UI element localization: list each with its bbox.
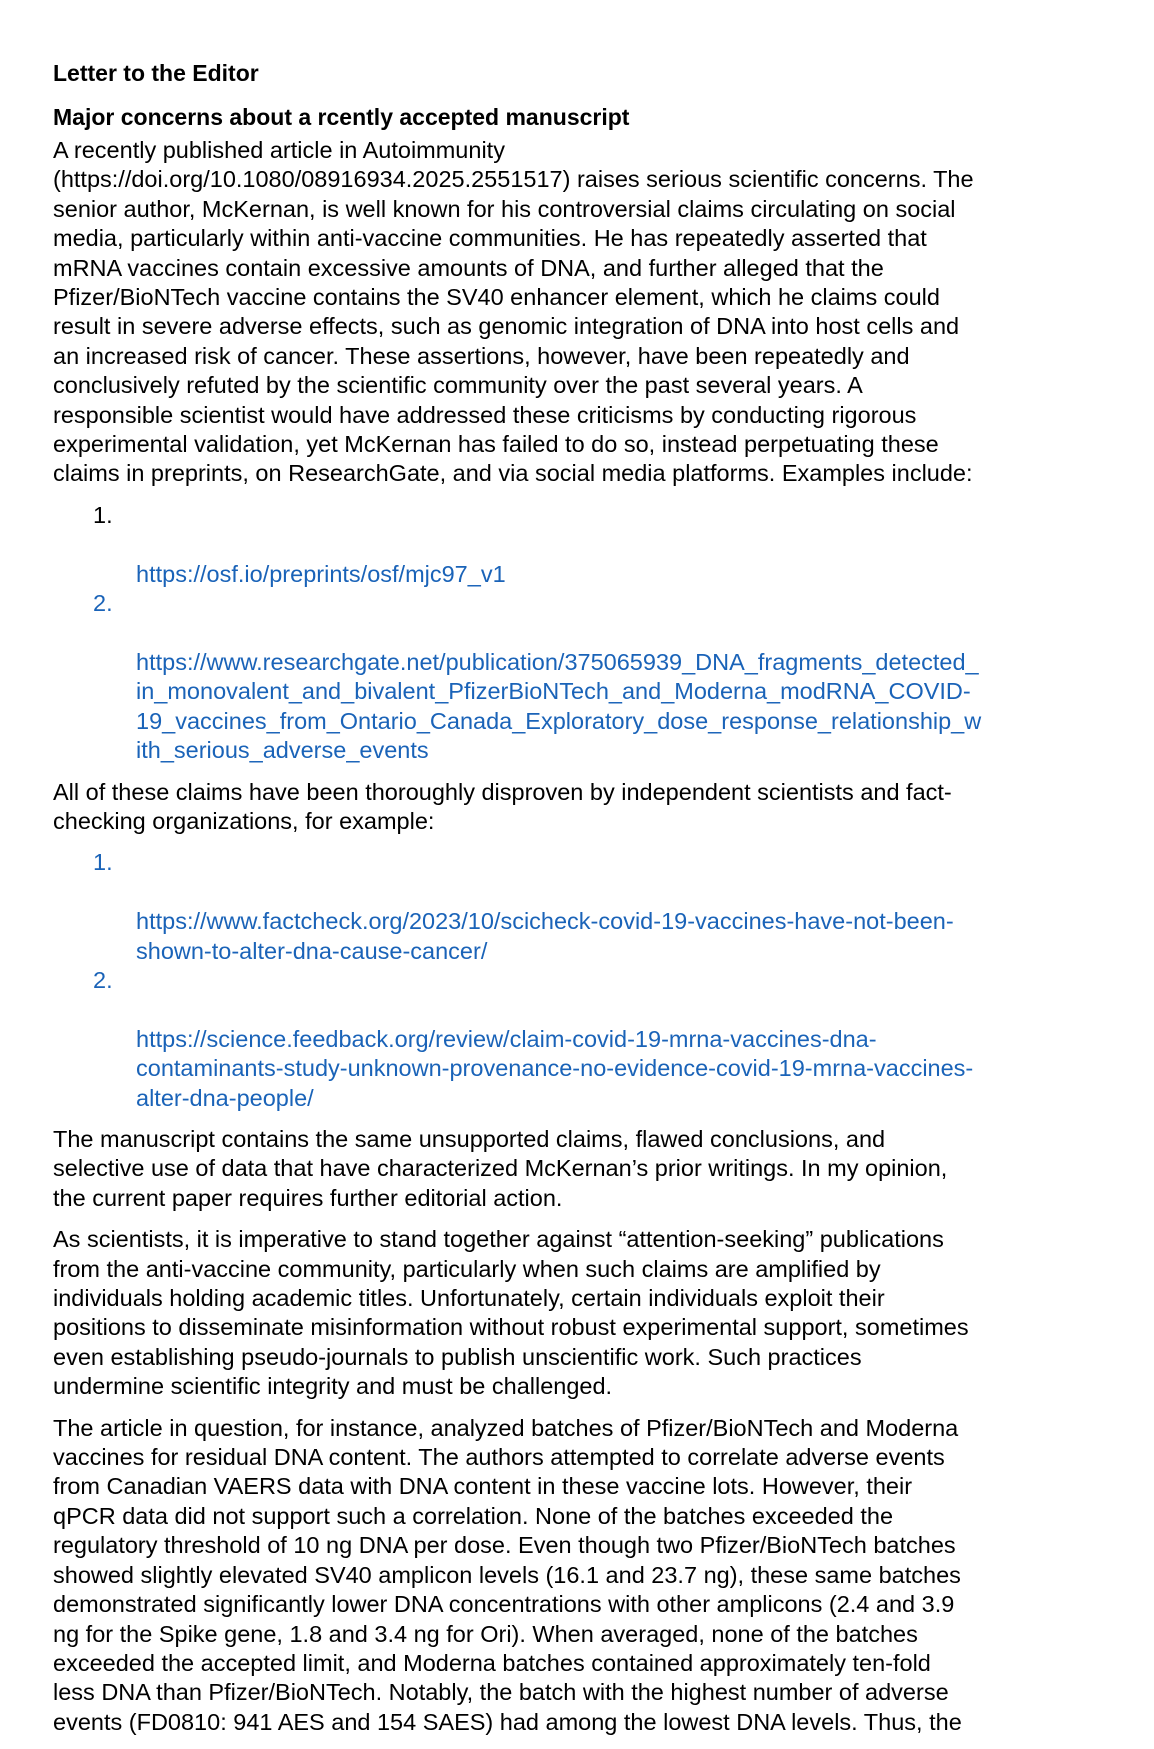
list-item [53, 848, 1103, 966]
list-item [53, 589, 1103, 765]
letter-heading: Letter to the Editor [53, 60, 259, 86]
paragraph-manuscript: The manuscript contains the same unsupported claims, flawed conclusions, and selective use of data that have characterized McKernan’s prior writings. In my opinion, the current paper requires further editorial action. [53, 1126, 948, 1211]
examples-list [53, 501, 1103, 766]
letter-page [53, 58, 1103, 1749]
paragraph-scientists: As scientists, it is imperative to stand together against “attention-seeking” publications from the anti-vaccine community, particularly when such claims are amplified by individuals holding academic titles. Unfortunately, certain individuals exploit their positions to disseminate misinformation without robust experimental support, sometimes even establishing pseudo-journals to publish unscientific work. Such practices undermine scientific integrity and must be challenged. [53, 1226, 969, 1400]
paragraph-intro: A recently published article in Autoimmunity (https://doi.org/10.1080/08916934.2025.2551517) raises serious scientific concerns. The senior author, McKernan, is well known for his controversial claims circulating on social media, particularly within anti-vaccine communities. He has repeatedly asserted that mRNA vaccines contain excessive amounts of DNA, and further alleged that the Pfizer/BioNTech vaccine contains the SV40 enhancer element, which he claims could result in severe adverse effects, such as genomic integration of DNA into host cells and an increased risk of cancer. These assertions, however, have been repeatedly and conclusively refuted by the scientific community over the past several years. A responsible scientist would have addressed these criticisms by conducting rigorous experimental validation, yet McKernan has failed to do so, instead perpetuating these claims in preprints, on ResearchGate, and via social media platforms. Examples include: [53, 137, 974, 487]
paragraph-disproven: All of these claims have been thoroughly disproven by independent scientists and fact- checking organizations, for example: [53, 778, 952, 834]
list-number: 1. [93, 849, 113, 876]
letter-subheading: Major concerns about a rcently accepted manuscript [53, 104, 630, 130]
paragraph-analysis: The article in question, for instance, analyzed batches of Pfizer/BioNTech and Moderna vaccines for residual DNA content. The authors attempted to correlate adverse events from Canadian VAERS data with DNA content in these vaccine lots. However, their qPCR data did not support such a correlation. None of the batches exceeded the regulatory threshold of 10 ng DNA per dose. Even though two Pfizer/BioNTech batches showed slightly elevated SV40 amplicon levels (16.1 and 23.7 ng), these same batches demonstrated significantly lower DNA concentrations with other amplicons (2.4 and 3.9 ng for the Spike gene, 1.8 and 3.4 ng for Ori). When averaged, none of the batches exceeded the accepted limit, and Moderna batches contained approximately ten-fold less DNA than Pfizer/BioNTech. Notably, the batch with the highest number of adverse events (FD0810: 941 AES and 154 SAES) had among the lowest DNA levels. Thus, the [53, 1414, 962, 1735]
list-number: 2. [93, 590, 113, 617]
factcheck-list [53, 848, 1103, 1113]
example-link-researchgate[interactable]: https://www.researchgate.net/publication/375065939_DNA_fragments_detected_ in_monovalent_and_bivalent_PfizerBioNTech_and_Moderna_modRNA_COVID- 19_vaccines_from_Ontario_Canada_Exploratory_dose_response_relationship_w ith_serious_adverse_events [136, 648, 982, 764]
list-item [53, 966, 1103, 1113]
list-number: 2. [93, 966, 113, 993]
list-item [53, 501, 1103, 589]
list-number: 1. [93, 501, 113, 528]
factcheck-link-factcheck-org[interactable]: https://www.factcheck.org/2023/10/scicheck-covid-19-vaccines-have-not-been- shown-to-alter-dna-cause-cancer/ [136, 908, 954, 964]
factcheck-link-science-feedback[interactable]: https://science.feedback.org/review/claim-covid-19-mrna-vaccines-dna- contaminants-study-unknown-provenance-no-evidence-covid-19-mrna-vaccines- alter-dna-people/ [136, 1025, 974, 1111]
example-link-osf[interactable]: https://osf.io/preprints/osf/mjc97_v1 [136, 560, 506, 587]
